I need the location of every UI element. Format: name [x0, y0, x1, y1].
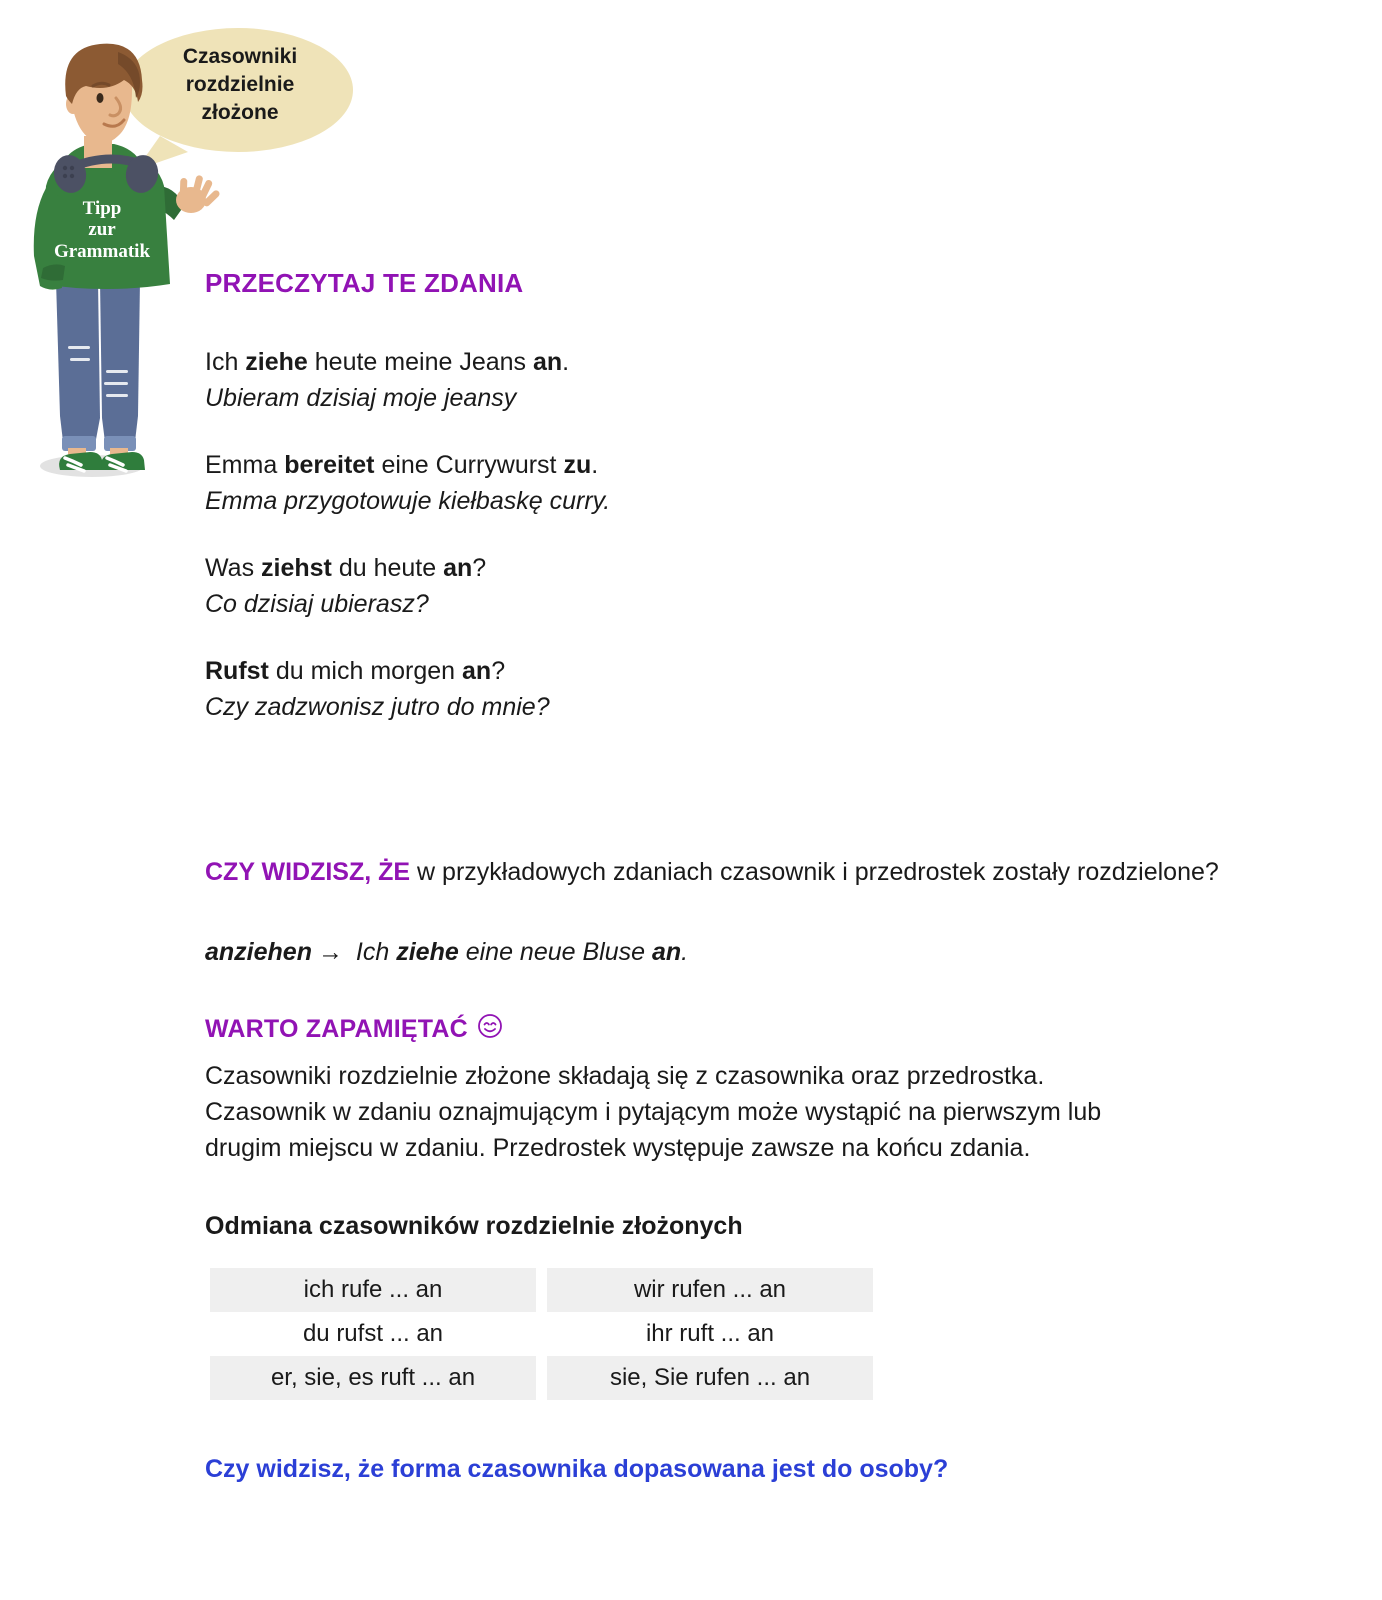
sentence-pre: Ich	[205, 348, 246, 376]
conjugation-heading: Odmiana czasowników rozdzielnie złożonych	[205, 1212, 743, 1240]
conjugation-cell-singular: er, sie, es ruft ... an	[210, 1356, 536, 1400]
remember-heading-label: WARTO ZAPAMIĘTAĆ	[205, 1015, 468, 1043]
sentence-polish: Co dzisiaj ubierasz?	[205, 589, 429, 618]
sentence-prefix: an	[462, 657, 492, 685]
remember-line: drugim miejscu w zdaniu. Przedrostek występuje zawsze na końcu zdania.	[205, 1134, 1031, 1162]
hoodie-print-line-2: zur	[88, 219, 116, 240]
sentence-post: ?	[472, 554, 487, 582]
notice-paragraph	[205, 855, 1325, 891]
sentence-item	[205, 448, 1105, 519]
arrow-icon: →	[317, 938, 343, 966]
sentence-mid: eine Currywurst	[374, 451, 564, 479]
smiling-face-icon	[477, 1013, 503, 1046]
sentence-verb: Rufst	[205, 657, 269, 685]
sentence-pre: Emma	[205, 451, 285, 479]
sneaker-left	[59, 452, 103, 471]
conjugation-cell-plural: ihr ruft ... an	[547, 1312, 873, 1356]
read-sentences-heading: PRZECZYTAJ TE ZDANIA	[205, 268, 524, 298]
sentence-list	[205, 345, 1105, 757]
sentence-verb: ziehst	[261, 554, 332, 582]
sentence-post: ?	[491, 657, 506, 685]
conjugation-cell-plural: wir rufen ... an	[547, 1268, 873, 1312]
sentence-german	[205, 551, 1105, 587]
conjugation-cell-singular: ich rufe ... an	[210, 1268, 536, 1312]
notice-lead: CZY WIDZISZ, ŻE	[205, 858, 411, 886]
sentence-german	[205, 654, 1105, 690]
speech-line-1: Czasowniki	[182, 45, 298, 68]
sentence-polish: Emma przygotowuje kiełbaskę curry.	[205, 486, 611, 515]
sentence-german	[205, 345, 1105, 381]
conjugation-table	[210, 1268, 890, 1400]
sentence-prefix: an	[532, 348, 563, 376]
jeans-right	[100, 280, 140, 450]
table-row	[210, 1356, 890, 1400]
sentence-item	[205, 654, 1105, 725]
sentence-post: .	[591, 451, 599, 479]
sentence-mid: du heute	[331, 554, 444, 582]
hoodie-print-line-3: Grammatik	[53, 241, 151, 262]
sentence-polish: Czy zadzwonisz jutro do mnie?	[205, 692, 550, 721]
speech-line-2: rozdzielnie	[185, 73, 295, 96]
sneaker-right	[101, 452, 145, 471]
remember-line: Czasownik w zdaniu oznajmującym i pytającym może wystąpić na pierwszym lub	[205, 1098, 1102, 1126]
sentence-verb: bereitet	[284, 451, 375, 479]
sentence-post: .	[562, 348, 570, 376]
example-end: .	[681, 938, 689, 966]
closing-question: Czy widzisz, że forma czasownika dopasowana jest do osoby?	[205, 1455, 949, 1483]
speech-line-3: złożone	[201, 101, 279, 124]
example-verb: anziehen	[205, 938, 312, 966]
example-pre: Ich	[348, 938, 397, 966]
sentence-mid: du mich morgen	[268, 657, 463, 685]
conjugation-cell-plural: sie, Sie rufen ... an	[547, 1356, 873, 1400]
sentence-pre: Was	[205, 554, 262, 582]
conjugation-cell-singular: du rufst ... an	[210, 1312, 536, 1356]
sentence-item	[205, 345, 1105, 416]
example-bold-verb: ziehe	[396, 938, 459, 966]
sentence-german	[205, 448, 1105, 484]
table-row	[210, 1268, 890, 1312]
table-row	[210, 1312, 890, 1356]
hoodie-print-line-1: Tipp	[82, 198, 122, 219]
sentence-polish: Ubieram dzisiaj moje jeansy	[205, 383, 517, 412]
example-bold-prefix: an	[651, 938, 682, 966]
sentence-prefix: zu	[563, 451, 592, 479]
sentence-mid: heute meine Jeans	[307, 348, 533, 376]
sentence-verb: ziehe	[245, 348, 308, 376]
remember-heading-row	[205, 1013, 503, 1046]
open-hand	[176, 175, 221, 213]
jeans-left	[56, 280, 100, 450]
eye	[97, 93, 104, 103]
example-line	[205, 935, 688, 971]
sentence-prefix: an	[443, 554, 473, 582]
sentence-item	[205, 551, 1105, 622]
example-post: eine neue Bluse	[458, 938, 652, 966]
remember-line: Czasowniki rozdzielnie złożone składają się z czasownika oraz przedrostka.	[205, 1062, 1045, 1090]
notice-rest: w przykładowych zdaniach czasownik i przedrostek zostały rozdzielone?	[410, 858, 1219, 886]
remember-body	[205, 1058, 1275, 1166]
